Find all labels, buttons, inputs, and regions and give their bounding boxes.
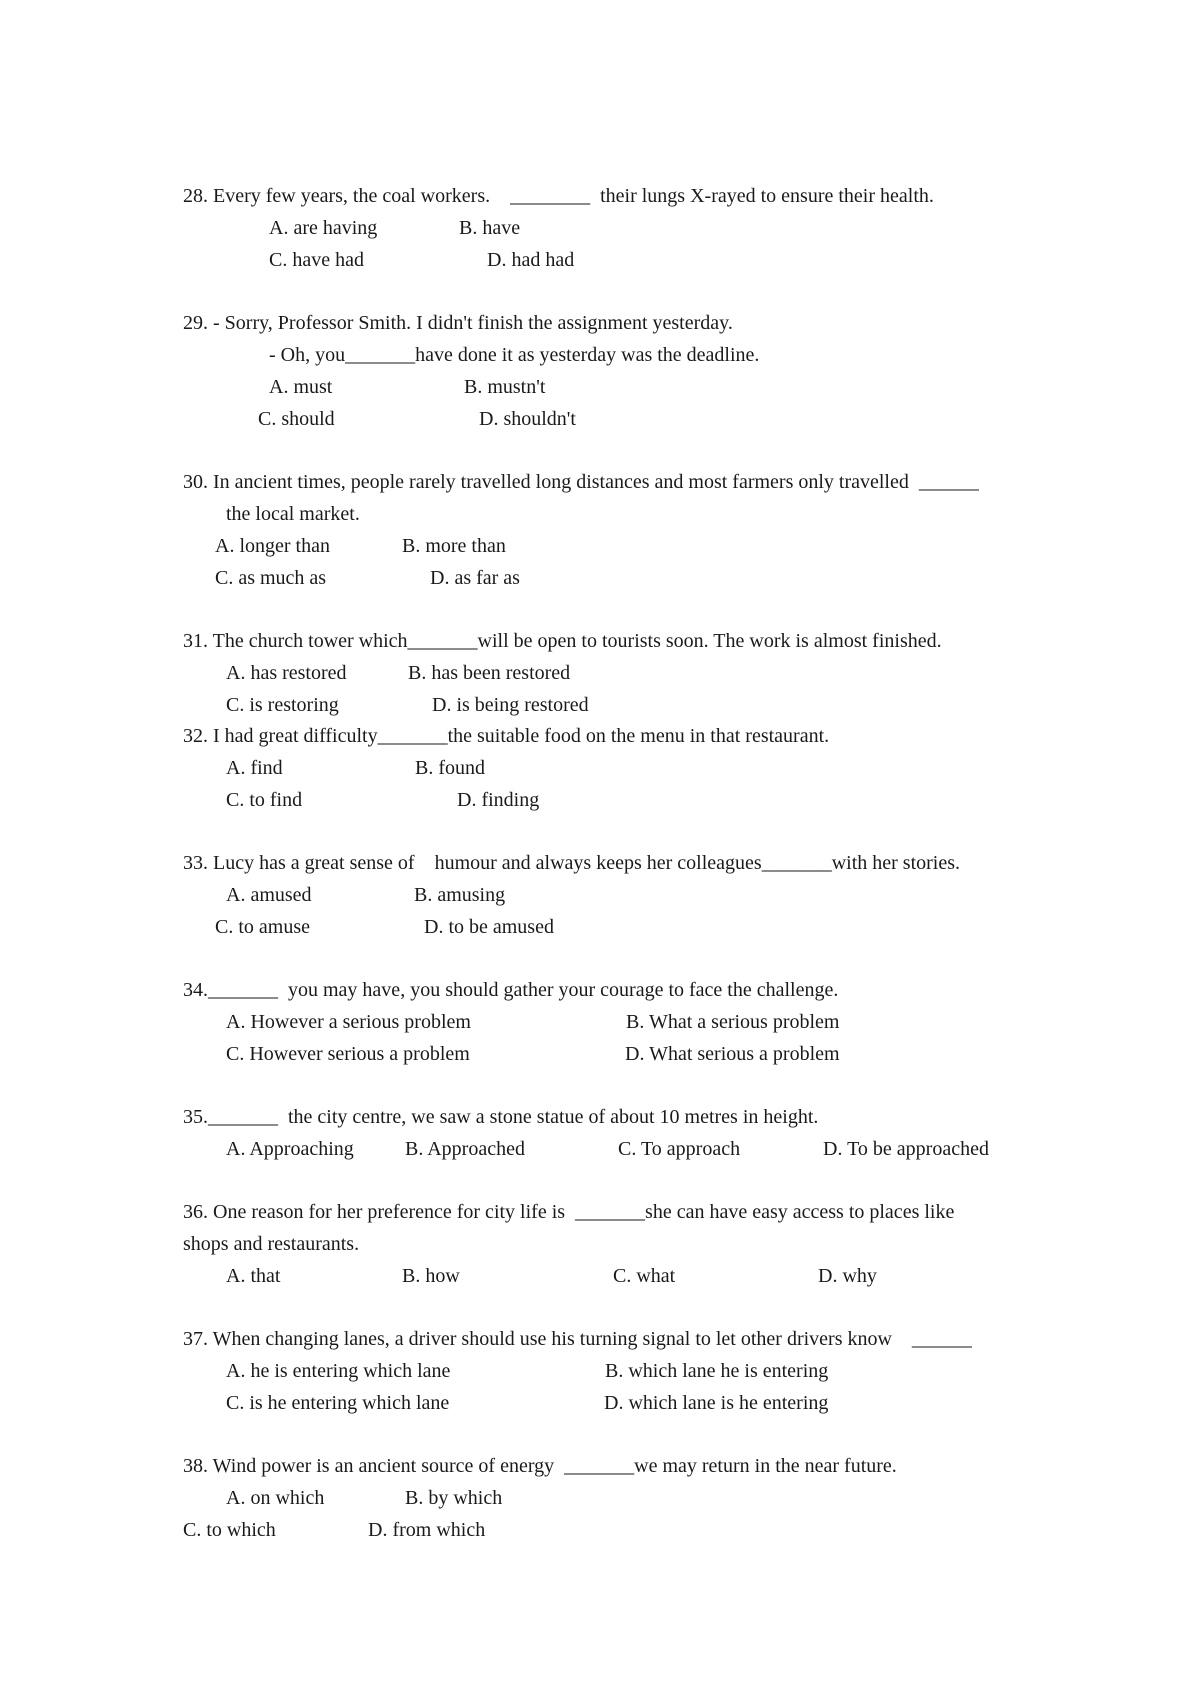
q30-option-c: C. as much as [215, 567, 327, 589]
q36-option-d: D. why [818, 1265, 877, 1287]
q29-option-d: D. shouldn't [479, 408, 576, 430]
q38-option-a: A. on which [226, 1487, 325, 1509]
q33-option-d: D. to be amused [424, 916, 554, 938]
question-36-stem-cont: shops and restaurants. [183, 1233, 360, 1255]
q33-option-a: A. amused [226, 884, 312, 906]
q28-option-a: A. are having [269, 217, 378, 239]
q35-option-d: D. To be approached [823, 1138, 989, 1160]
q30-option-a: A. longer than [215, 535, 330, 557]
q30-option-b: B. more than [402, 535, 506, 557]
q38-option-d: D. from which [368, 1519, 486, 1541]
q38-option-b: B. by which [405, 1487, 503, 1509]
q28-option-b: B. have [459, 217, 521, 239]
q36-option-b: B. how [402, 1265, 460, 1287]
q37-option-a: A. he is entering which lane [226, 1360, 451, 1382]
q29-option-a: A. must [269, 376, 333, 398]
question-34-stem: 34._______ you may have, you should gather your courage to face the challenge. [183, 979, 839, 1001]
question-29-reply: - Oh, you_______have done it as yesterday was the deadline. [269, 344, 760, 366]
q34-option-b: B. What a serious problem [626, 1011, 840, 1033]
q28-option-c: C. have had [269, 249, 364, 271]
question-33-stem: 33. Lucy has a great sense of humour and always keeps her colleagues_______with her stories. [183, 852, 961, 874]
q33-option-b: B. amusing [414, 884, 506, 906]
q32-option-c: C. to find [226, 789, 303, 811]
q36-option-a: A. that [226, 1265, 281, 1287]
question-30-stem: 30. In ancient times, people rarely travelled long distances and most farmers only travelled ______ [183, 471, 979, 493]
q34-option-c: C. However serious a problem [226, 1043, 470, 1065]
q32-option-a: A. find [226, 757, 283, 779]
q31-option-b: B. has been restored [408, 662, 571, 684]
q30-option-d: D. as far as [430, 567, 520, 589]
question-37-stem: 37. When changing lanes, a driver should use his turning signal to let other drivers know ______ [183, 1328, 972, 1350]
question-28-stem: 28. Every few years, the coal workers. ________ their lungs X-rayed to ensure their health. [183, 185, 934, 207]
q37-option-b: B. which lane he is entering [605, 1360, 829, 1382]
q38-option-c: C. to which [183, 1519, 276, 1541]
q31-option-a: A. has restored [226, 662, 347, 684]
q32-option-b: B. found [415, 757, 485, 779]
q37-option-c: C. is he entering which lane [226, 1392, 450, 1414]
question-36-stem: 36. One reason for her preference for city life is _______she can have easy access to places like [183, 1201, 955, 1223]
q29-option-b: B. mustn't [464, 376, 546, 398]
q28-option-d: D. had had [487, 249, 575, 271]
q37-option-d: D. which lane is he entering [604, 1392, 829, 1414]
q35-option-c: C. To approach [618, 1138, 741, 1160]
question-31-stem: 31. The church tower which_______will be open to tourists soon. The work is almost finished. [183, 630, 942, 652]
question-29-stem: 29. - Sorry, Professor Smith. I didn't finish the assignment yesterday. [183, 312, 733, 334]
question-32-stem: 32. I had great difficulty_______the suitable food on the menu in that restaurant. [183, 725, 830, 747]
q32-option-d: D. finding [457, 789, 540, 811]
question-38-stem: 38. Wind power is an ancient source of energy _______we may return in the near future. [183, 1455, 897, 1477]
q29-option-c: C. should [258, 408, 335, 430]
q34-option-a: A. However a serious problem [226, 1011, 471, 1033]
q34-option-d: D. What serious a problem [625, 1043, 840, 1065]
q31-option-c: C. is restoring [226, 694, 339, 716]
q31-option-d: D. is being restored [432, 694, 589, 716]
q36-option-c: C. what [613, 1265, 676, 1287]
q33-option-c: C. to amuse [215, 916, 310, 938]
question-30-stem-cont: the local market. [226, 503, 360, 525]
q35-option-b: B. Approached [405, 1138, 525, 1160]
question-35-stem: 35._______ the city centre, we saw a stone statue of about 10 metres in height. [183, 1106, 819, 1128]
q35-option-a: A. Approaching [226, 1138, 354, 1160]
